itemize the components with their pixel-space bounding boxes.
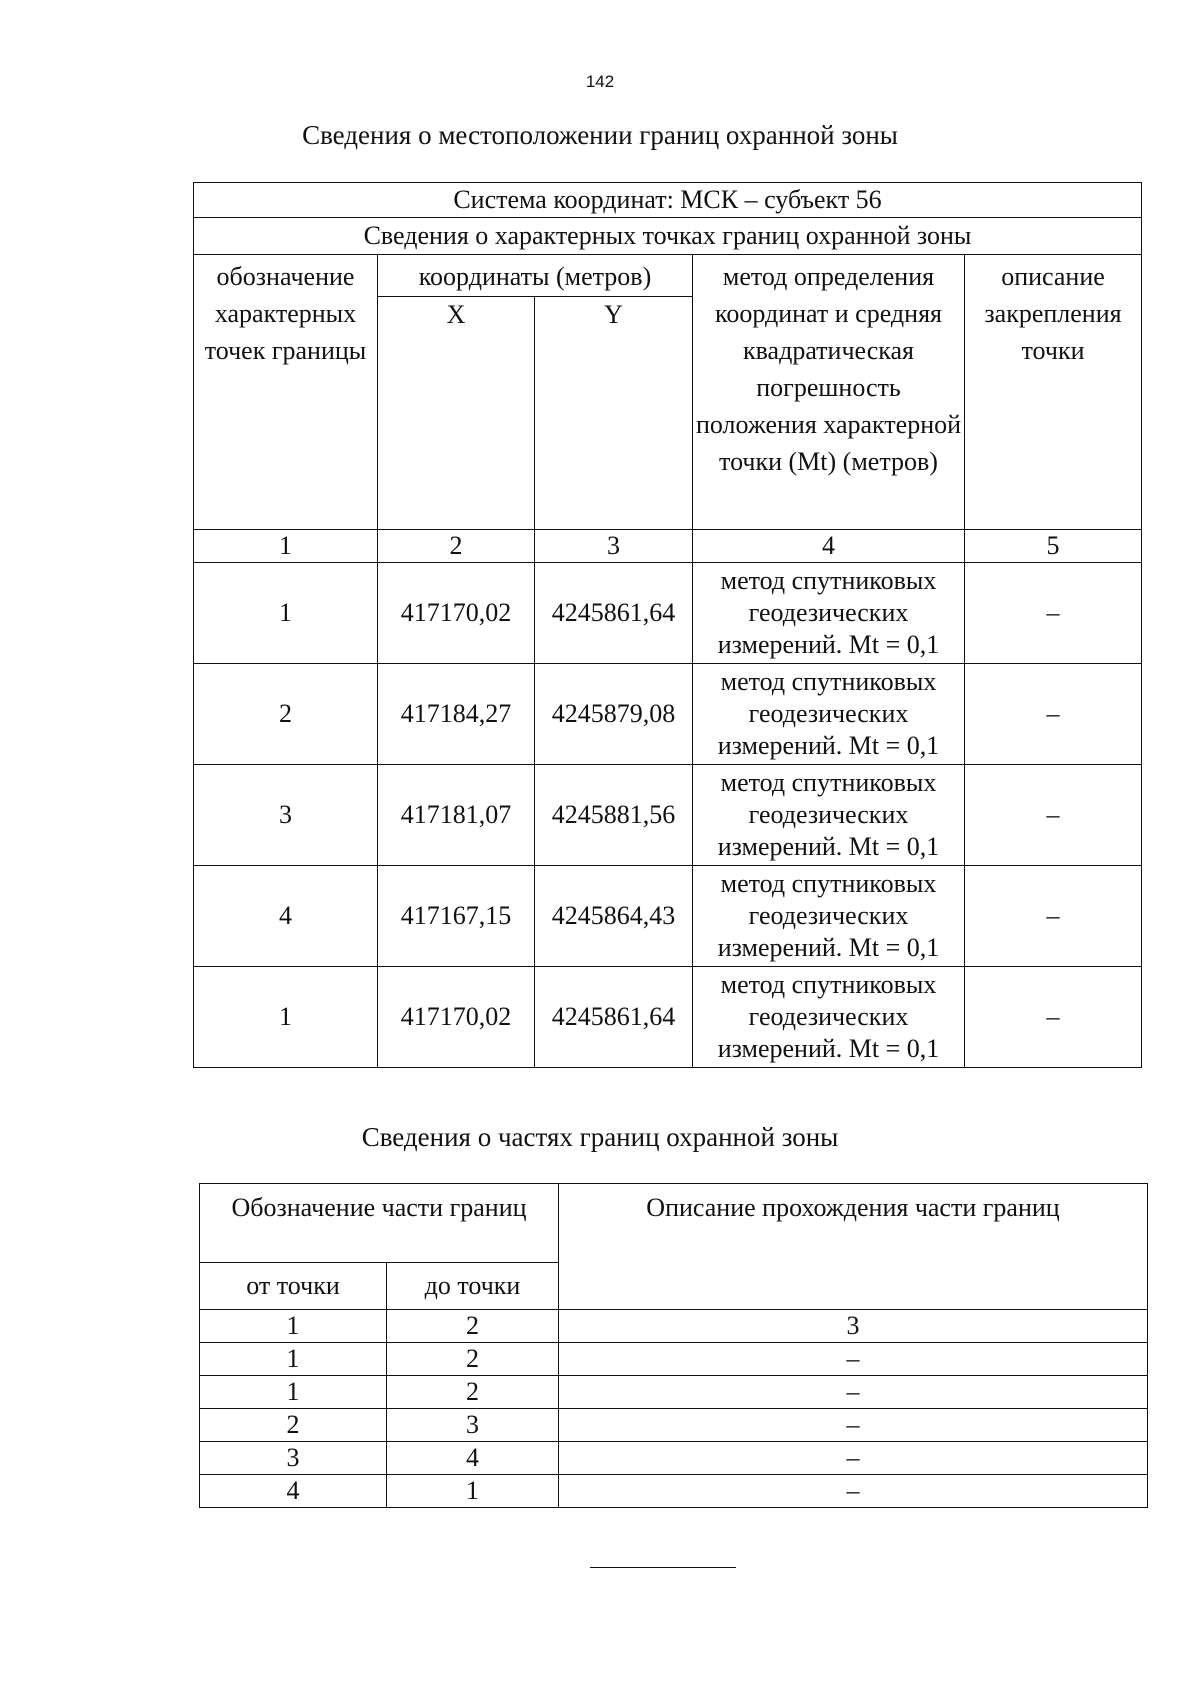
table-row bbox=[194, 966, 1142, 1067]
table-row bbox=[200, 1475, 1148, 1508]
cell-description: – bbox=[965, 966, 1142, 1067]
cell-to: 2 bbox=[387, 1343, 559, 1376]
cell-to: 4 bbox=[387, 1442, 559, 1475]
col-header-coords: координаты (метров) bbox=[378, 255, 693, 297]
cell-y: 4245861,64 bbox=[535, 562, 693, 663]
table-row bbox=[194, 865, 1142, 966]
cell-x: 417181,07 bbox=[378, 764, 535, 865]
cell-y: 4245861,64 bbox=[535, 966, 693, 1067]
cell-passage: – bbox=[559, 1442, 1148, 1475]
table-row bbox=[194, 562, 1142, 663]
cell-point: 1 bbox=[194, 562, 378, 663]
col-header-to: до точки bbox=[387, 1263, 559, 1310]
col-header-from: от точки bbox=[200, 1263, 387, 1310]
col-number: 2 bbox=[378, 529, 535, 562]
end-separator-line bbox=[590, 1567, 736, 1568]
col-header-method: метод определения координат и средняя квадратическая погрешность положения характерной точки (Mt) (метров) bbox=[693, 255, 965, 530]
col-number: 1 bbox=[194, 529, 378, 562]
table-row bbox=[194, 764, 1142, 865]
cell-method: метод спутниковых геодезических измерений. Mt = 0,1 bbox=[693, 562, 965, 663]
table-row bbox=[200, 1343, 1148, 1376]
col-header-description: описание закрепления точки bbox=[965, 255, 1142, 530]
boundary-points-table bbox=[193, 182, 1142, 1068]
table-row bbox=[200, 1409, 1148, 1442]
points-title-header: Сведения о характерных точках границ охранной зоны bbox=[194, 218, 1142, 255]
cell-method: метод спутниковых геодезических измерений. Mt = 0,1 bbox=[693, 663, 965, 764]
table-row bbox=[194, 663, 1142, 764]
cell-from: 1 bbox=[200, 1376, 387, 1409]
cell-passage: – bbox=[559, 1343, 1148, 1376]
cell-y: 4245864,43 bbox=[535, 865, 693, 966]
col-number: 4 bbox=[693, 529, 965, 562]
cell-point: 4 bbox=[194, 865, 378, 966]
cell-description: – bbox=[965, 865, 1142, 966]
cell-x: 417167,15 bbox=[378, 865, 535, 966]
cell-to: 2 bbox=[387, 1376, 559, 1409]
cell-passage: 3 bbox=[559, 1310, 1148, 1343]
cell-passage: – bbox=[559, 1376, 1148, 1409]
table-row bbox=[200, 1376, 1148, 1409]
cell-from: 3 bbox=[200, 1442, 387, 1475]
cell-method: метод спутниковых геодезических измерений. Mt = 0,1 bbox=[693, 966, 965, 1067]
cell-method: метод спутниковых геодезических измерений. Mt = 0,1 bbox=[693, 865, 965, 966]
cell-method: метод спутниковых геодезических измерений. Mt = 0,1 bbox=[693, 764, 965, 865]
table-row bbox=[200, 1310, 1148, 1343]
cell-point: 3 bbox=[194, 764, 378, 865]
cell-point: 2 bbox=[194, 663, 378, 764]
cell-to: 1 bbox=[387, 1475, 559, 1508]
cell-to: 3 bbox=[387, 1409, 559, 1442]
col-header-part: Обозначение части границ bbox=[200, 1184, 559, 1263]
cell-passage: – bbox=[559, 1475, 1148, 1508]
col-header-passage: Описание прохождения части границ bbox=[559, 1184, 1148, 1310]
boundary-parts-table bbox=[199, 1183, 1148, 1508]
cell-x: 417170,02 bbox=[378, 562, 535, 663]
cell-from: 2 bbox=[200, 1409, 387, 1442]
cell-description: – bbox=[965, 562, 1142, 663]
cell-y: 4245879,08 bbox=[535, 663, 693, 764]
cell-from: 1 bbox=[200, 1310, 387, 1343]
col-number: 5 bbox=[965, 529, 1142, 562]
cell-x: 417184,27 bbox=[378, 663, 535, 764]
col-header-y: Y bbox=[535, 296, 693, 529]
col-header-x: X bbox=[378, 296, 535, 529]
cell-description: – bbox=[965, 764, 1142, 865]
section-title-boundaries: Сведения о местоположении границ охранной зоны bbox=[302, 120, 898, 150]
cell-point: 1 bbox=[194, 966, 378, 1067]
cell-passage: – bbox=[559, 1409, 1148, 1442]
cell-x: 417170,02 bbox=[378, 966, 535, 1067]
cell-description: – bbox=[965, 663, 1142, 764]
table-row bbox=[200, 1442, 1148, 1475]
cell-from: 1 bbox=[200, 1343, 387, 1376]
cell-y: 4245881,56 bbox=[535, 764, 693, 865]
section-title-boundary-parts: Сведения о частях границ охранной зоны bbox=[361, 1122, 839, 1152]
cell-to: 2 bbox=[387, 1310, 559, 1343]
col-number: 3 bbox=[535, 529, 693, 562]
page-number: 142 bbox=[585, 72, 615, 91]
cell-from: 4 bbox=[200, 1475, 387, 1508]
coord-system-header: Система координат: МСК – субъект 56 bbox=[194, 183, 1142, 218]
col-header-designation: обозначение характерных точек границы bbox=[194, 255, 378, 530]
